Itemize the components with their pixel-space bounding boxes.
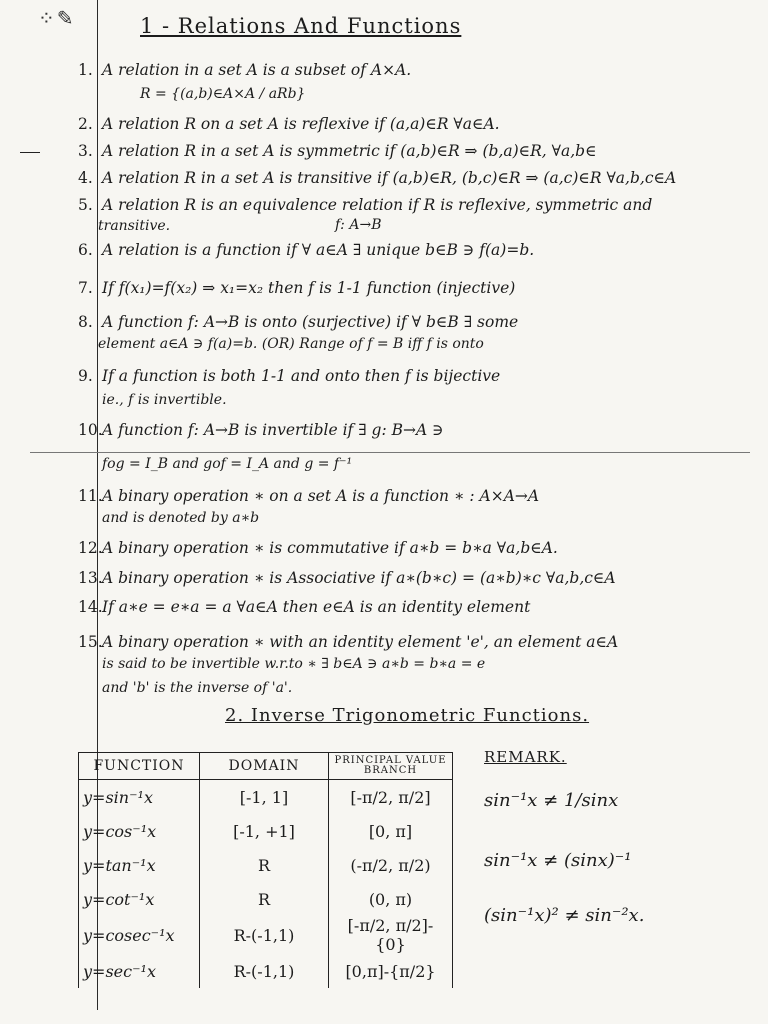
table-row <box>79 916 453 954</box>
list-item: 5. A relation R is an equivalence relation if R is reflexive, symmetric and <box>78 196 653 214</box>
table-cell: [-π/2, π/2]-{0} <box>329 916 453 954</box>
list-item-continuation: element a∈A ∋ f(a)=b. (OR) Range of f = B iff f is onto <box>98 336 484 352</box>
list-item-continuation: fog = I_B and gof = I_A and g = f⁻¹ <box>102 456 353 472</box>
table-cell: [-1, 1] <box>200 780 329 815</box>
column-header: PRINCIPAL VALUE BRANCH <box>329 753 453 780</box>
list-item-continuation: and is denoted by a∗b <box>102 510 260 526</box>
list-item: 2. A relation R on a set A is reflexive if (a,a)∈R ∀a∈A. <box>78 115 500 133</box>
table-cell: R-(-1,1) <box>200 954 329 988</box>
table-cell: (0, π) <box>329 882 453 916</box>
table-row <box>79 814 453 848</box>
list-item-continuation: and 'b' is the inverse of 'a'. <box>102 680 293 696</box>
table-cell: y=cos⁻¹x <box>79 814 200 848</box>
table-row <box>79 954 453 988</box>
table-cell: [0, π] <box>329 814 453 848</box>
list-item: 10.A function f: A→B is invertible if ∃ g: B→A ∋ <box>78 421 444 439</box>
list-item-continuation: transitive. <box>98 218 171 234</box>
list-item: 4. A relation R in a set A is transitive if (a,b)∈R, (b,c)∈R ⇒ (a,c)∈R ∀a,b,c∈A <box>78 169 677 187</box>
table-cell: [-1, +1] <box>200 814 329 848</box>
table-cell: R <box>200 882 329 916</box>
list-item: 3. A relation R in a set A is symmetric if (a,b)∈R ⇒ (b,a)∈R, ∀a,b∈ <box>78 142 597 160</box>
remark-line: sin⁻¹x ≠ (sinx)⁻¹ <box>484 850 632 871</box>
table-header-row <box>79 753 453 780</box>
table-cell: y=cot⁻¹x <box>79 882 200 916</box>
remark-line: (sin⁻¹x)² ≠ sin⁻²x. <box>484 905 645 926</box>
column-header: FUNCTION <box>79 753 200 780</box>
ruled-line <box>30 452 750 453</box>
list-item: 6. A relation is a function if ∀ a∈A ∃ unique b∈B ∋ f(a)=b. <box>78 241 535 259</box>
table-cell: (-π/2, π/2) <box>329 848 453 882</box>
inverse-trig-table <box>78 752 453 988</box>
table-row <box>79 882 453 916</box>
list-item: 15.A binary operation ∗ with an identity element 'e', an element a∈A <box>78 633 619 651</box>
column-header: DOMAIN <box>200 753 329 780</box>
page-title: 1 - Relations And Functions <box>140 14 462 38</box>
table-row <box>79 848 453 882</box>
table-cell: y=sec⁻¹x <box>79 954 200 988</box>
corner-scribble: ⁘✎ <box>38 6 76 30</box>
list-item: 12.A binary operation ∗ is commutative if a∗b = b∗a ∀a,b∈A. <box>78 539 558 557</box>
list-item-continuation: is said to be invertible w.r.to ∗ ∃ b∈A ∋ a∗b = b∗a = e <box>102 656 486 672</box>
table-row <box>79 780 453 815</box>
list-item: 9. If a function is both 1-1 and onto then f is bijective <box>78 367 501 385</box>
list-item-continuation: ie., f is invertible. <box>102 392 227 408</box>
section-heading: 2. Inverse Trigonometric Functions. <box>225 705 590 726</box>
margin-mark <box>20 152 40 153</box>
list-item: 14.If a∗e = e∗a = a ∀a∈A then e∈A is an identity element <box>78 598 531 616</box>
remark-line: sin⁻¹x ≠ 1/sinx <box>484 790 619 811</box>
table-cell: R-(-1,1) <box>200 916 329 954</box>
list-item: 8. A function f: A→B is onto (surjective) if ∀ b∈B ∃ some <box>78 313 519 331</box>
list-item: 7. If f(x₁)=f(x₂) ⇒ x₁=x₂ then f is 1-1 function (injective) <box>78 279 516 297</box>
remark-heading: REMARK. <box>484 748 567 766</box>
table-cell: [-π/2, π/2] <box>329 780 453 815</box>
list-item-annotation: f: A→B <box>335 217 382 233</box>
table-cell: R <box>200 848 329 882</box>
list-item: 13.A binary operation ∗ is Associative if a∗(b∗c) = (a∗b)∗c ∀a,b,c∈A <box>78 569 616 587</box>
list-item: 1. A relation in a set A is a subset of A×A. <box>78 61 412 79</box>
list-item: 11.A binary operation ∗ on a set A is a function ∗ : A×A→A <box>78 487 540 505</box>
table-cell: y=sin⁻¹x <box>79 780 200 815</box>
table-cell: [0,π]-{π/2} <box>329 954 453 988</box>
list-item-continuation: R = {(a,b)∈A×A / aRb} <box>140 86 306 102</box>
table-cell: y=tan⁻¹x <box>79 848 200 882</box>
table-cell: y=cosec⁻¹x <box>79 916 200 954</box>
